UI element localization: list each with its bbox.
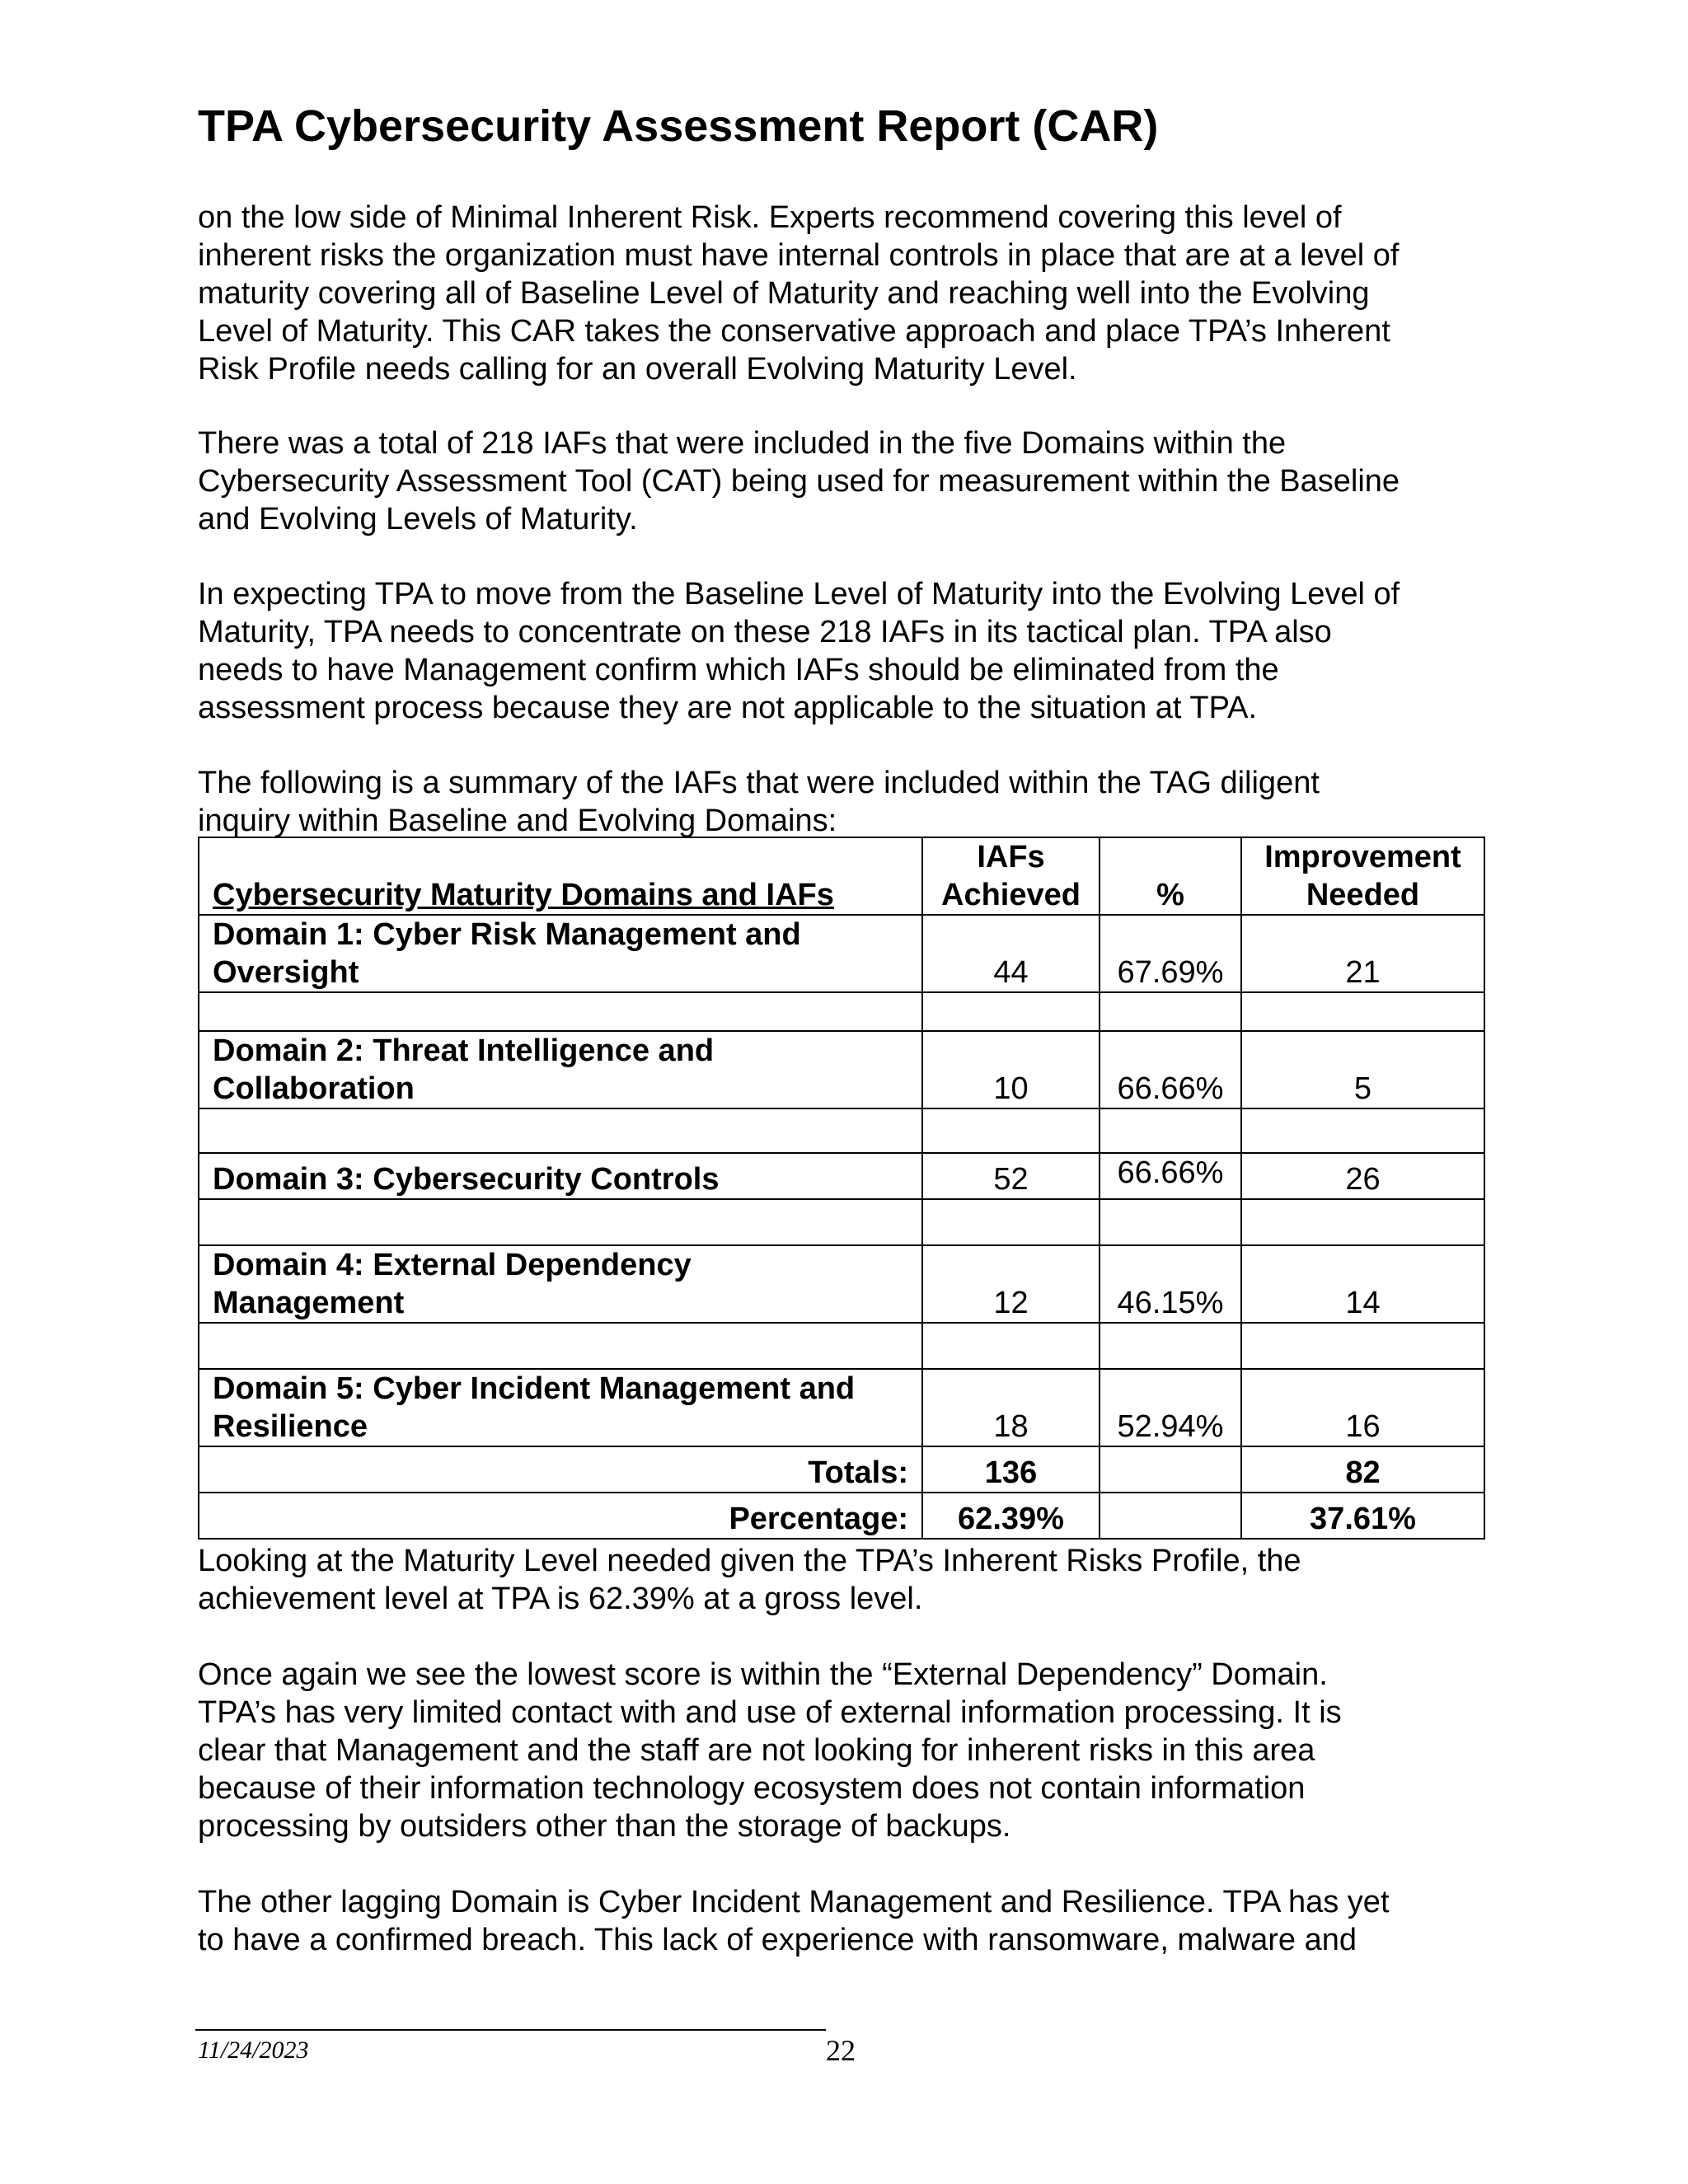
paragraph-incident-management [198,1883,1484,1959]
text-line: Level of Maturity. This CAR takes the conservative approach and place TPA’s Inherent [198,314,1390,349]
paragraph-summary-intro [198,764,1484,840]
text-line: clear that Management and the staff are not looking for inherent risks in this area [198,1733,1315,1768]
text-line: inquiry within Baseline and Evolving Domains: [198,804,837,838]
table-spacer-row [199,1199,1484,1245]
table-row-domain-4 [199,1245,1484,1323]
percent: 46.15% [1100,1245,1241,1323]
page-title: TPA Cybersecurity Assessment Report (CAR) [198,101,1159,151]
paragraph-external-dependency [198,1656,1484,1845]
percent: 66.66% [1100,1153,1241,1199]
header-percent: % [1100,837,1241,915]
text-line: There was a total of 218 IAFs that were included in the five Domains within the [198,426,1287,461]
header-iafs-achieved: IAFs Achieved [922,837,1100,915]
iafs-achieved: 10 [922,1031,1100,1108]
paragraph-risk-profile [198,199,1484,388]
domain-name: Domain 5: Cyber Incident Management and Resilience [199,1369,922,1446]
text-line: needs to have Management confirm which IAFs should be eliminated from the [198,653,1279,687]
paragraph-tactical-plan [198,575,1484,727]
text-line: The other lagging Domain is Cyber Incident Management and Resilience. TPA has yet [198,1885,1390,1919]
percentage-improvement: 37.61% [1241,1493,1484,1539]
domain-name: Domain 2: Threat Intelligence and Collaboration [199,1031,922,1108]
table-header-row [199,837,1484,915]
percent: 67.69% [1100,915,1241,992]
totals-achieved: 136 [922,1446,1100,1493]
improvement-needed: 16 [1241,1369,1484,1446]
header-improvement-needed: Improvement Needed [1241,837,1484,915]
text-line: Once again we see the lowest score is within the “External Dependency” Domain. [198,1657,1328,1692]
improvement-needed: 26 [1241,1153,1484,1199]
text-line: Risk Profile needs calling for an overall Evolving Maturity Level. [198,352,1077,387]
text-line: maturity covering all of Baseline Level of Maturity and reaching well into the Evolving [198,276,1370,311]
totals-label: Totals: [199,1446,922,1493]
text-line: and Evolving Levels of Maturity. [198,502,638,537]
percentage-achieved: 62.39% [922,1493,1100,1539]
header-domains: Cybersecurity Maturity Domains and IAFs [199,837,922,915]
text-line: Cybersecurity Assessment Tool (CAT) being used for measurement within the Baseline [198,464,1400,499]
paragraph-iaf-total [198,424,1484,538]
table-row-domain-3 [199,1153,1484,1199]
domain-name: Domain 4: External Dependency Management [199,1245,922,1323]
table-row-domain-5 [199,1369,1484,1446]
text-line: on the low side of Minimal Inherent Risk. Experts recommend covering this level of [198,200,1342,235]
text-line: processing by outsiders other than the storage of backups. [198,1809,1011,1844]
text-line: In expecting TPA to move from the Baseline Level of Maturity into the Evolving Level of [198,577,1400,612]
improvement-needed: 14 [1241,1245,1484,1323]
percentage-label: Percentage: [199,1493,922,1539]
domain-name: Domain 1: Cyber Risk Management and Oversight [199,915,922,992]
table-spacer-row [199,1323,1484,1369]
domain-name: Domain 3: Cybersecurity Controls [199,1153,922,1199]
percent: 66.66% [1100,1031,1241,1108]
percent: 52.94% [1100,1369,1241,1446]
text-line: achievement level at TPA is 62.39% at a gross level. [198,1582,923,1616]
iafs-achieved: 52 [922,1153,1100,1199]
footer-date: 11/24/2023 [198,2036,309,2064]
paragraph-maturity-level [198,1542,1484,1618]
table-totals-row [199,1446,1484,1493]
text-line: to have a confirmed breach. This lack of experience with ransomware, malware and [198,1923,1357,1957]
iafs-achieved: 12 [922,1245,1100,1323]
maturity-domains-table [198,837,1485,1540]
page-number: 22 [826,2034,856,2067]
text-line: The following is a summary of the IAFs that were included within the TAG diligent [198,766,1320,800]
table-spacer-row [199,992,1484,1031]
percentage-empty [1100,1493,1241,1539]
text-line: because of their information technology ecosystem does not contain information [198,1771,1306,1806]
table-spacer-row [199,1108,1484,1153]
text-line: assessment process because they are not applicable to the situation at TPA. [198,691,1258,725]
totals-percent-empty [1100,1446,1241,1493]
improvement-needed: 21 [1241,915,1484,992]
text-line: inherent risks the organization must have internal controls in place that are at a level of [198,238,1400,273]
totals-improvement: 82 [1241,1446,1484,1493]
table-percentage-row [199,1493,1484,1539]
text-line: Looking at the Maturity Level needed given the TPA’s Inherent Risks Profile, the [198,1544,1301,1578]
table-row-domain-2 [199,1031,1484,1108]
table-row-domain-1 [199,915,1484,992]
text-line: TPA’s has very limited contact with and use of external information processing. It is [198,1695,1342,1730]
text-line: Maturity, TPA needs to concentrate on these 218 IAFs in its tactical plan. TPA also [198,615,1332,649]
iafs-achieved: 44 [922,915,1100,992]
improvement-needed: 5 [1241,1031,1484,1108]
footer-divider [195,2029,826,2031]
iafs-achieved: 18 [922,1369,1100,1446]
